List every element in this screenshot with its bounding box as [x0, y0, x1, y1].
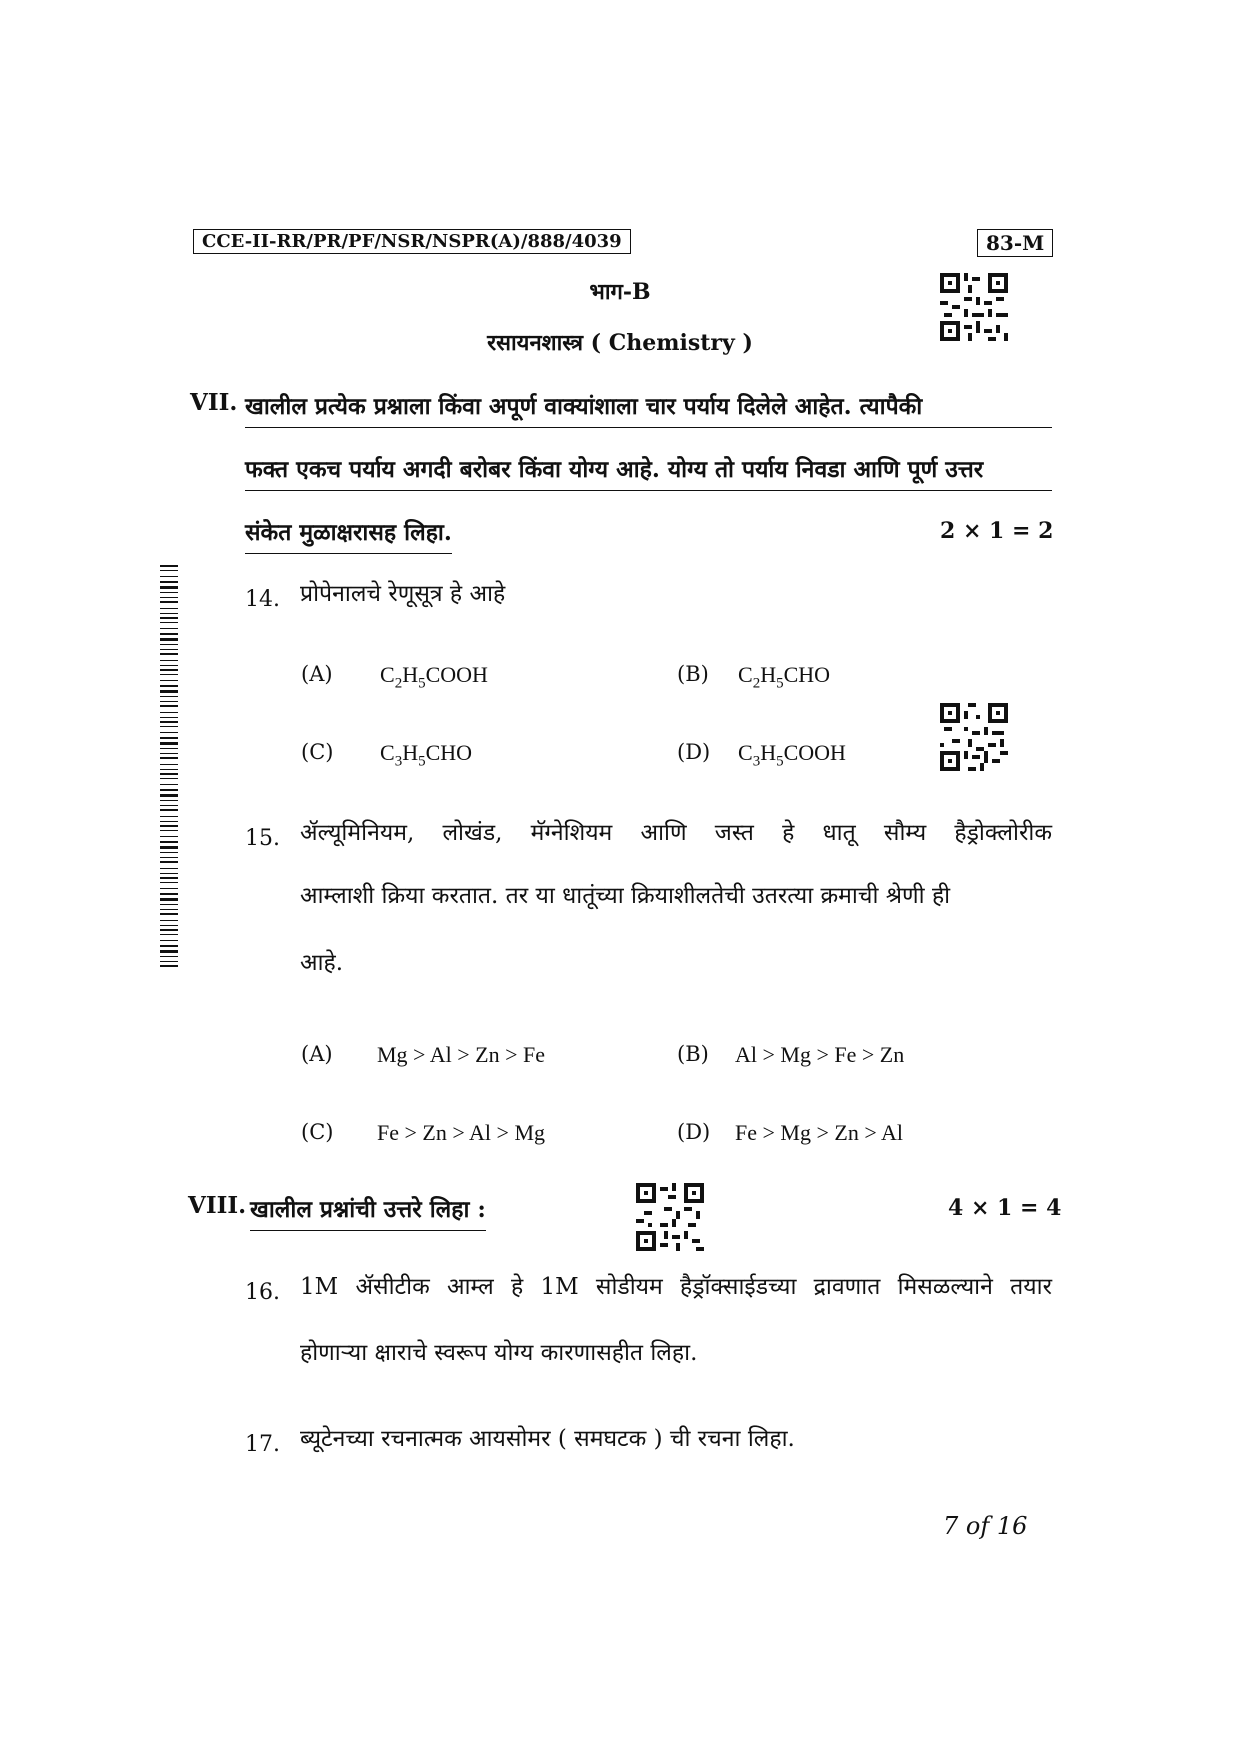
section-7-instruction-line-3: संकेत मुळाक्षरासह लिहा. — [245, 515, 452, 554]
qr-code-icon — [940, 703, 1008, 771]
paper-code: 83-M — [977, 229, 1053, 257]
q14-option-d-value: $C_3H_5COOH$ — [738, 740, 846, 770]
section-8-instruction: खालील प्रश्नांची उत्तरे लिहा : — [250, 1192, 486, 1231]
q14-option-a-label: (A) — [301, 662, 333, 686]
question-15-text-line-3: आहे. — [300, 950, 344, 976]
q15-option-c-value: Fe > Zn > Al > Mg — [377, 1120, 546, 1145]
barcode-icon — [160, 565, 178, 970]
question-15-number: 15. — [245, 826, 280, 851]
q15-option-c-label: (C) — [301, 1120, 334, 1144]
q14-option-d-label: (D) — [677, 740, 711, 764]
qr-code-icon — [636, 1183, 704, 1251]
question-17-number: 17. — [245, 1432, 280, 1457]
section-8-marks: 4 × 1 = 4 — [948, 1195, 1062, 1221]
q15-option-d-label: (D) — [677, 1120, 711, 1144]
page-number: 7 of 16 — [943, 1512, 1028, 1540]
q15-option-b-value: Al > Mg > Fe > Zn — [735, 1042, 905, 1067]
section-7-number: VII. — [190, 389, 238, 416]
section-7-instruction-line-2: फक्त एकच पर्याय अगदी बरोबर किंवा योग्य आहे. योग्य तो पर्याय निवडा आणि पूर्ण उत्तर — [245, 452, 1052, 491]
q14-option-c-label: (C) — [301, 740, 334, 764]
question-16-text-line-2: होणाऱ्या क्षाराचे स्वरूप योग्य कारणासहीत लिहा. — [300, 1340, 698, 1366]
q14-option-a-value: $C_2H_5COOH$ — [380, 662, 488, 692]
question-17-text: ब्यूटेनच्या रचनात्मक आयसोमर ( समघटक ) ची रचना लिहा. — [300, 1426, 795, 1452]
section-7-marks: 2 × 1 = 2 — [940, 518, 1054, 544]
question-14-number: 14. — [245, 587, 280, 612]
section-8-number: VIII. — [188, 1192, 247, 1219]
question-16-number: 16. — [245, 1280, 280, 1305]
q15-option-d-value: Fe > Mg > Zn > Al — [735, 1120, 904, 1145]
question-14-text: प्रोपेनालचे रेणूसूत्र हे आहे — [300, 581, 506, 607]
q14-option-b-value: $C_2H_5CHO$ — [738, 662, 831, 692]
question-16-text-line-1: 1M ॲसीटीक आम्ल हे 1M सोडीयम हैड्रॉक्साईडच्या द्रावणात मिसळल्याने तयार — [300, 1274, 1052, 1300]
subject-title: रसायनशास्त्र ( Chemistry ) — [487, 330, 753, 356]
section-7-instruction-line-1: खालील प्रत्येक प्रश्नाला किंवा अपूर्ण वाक्यांशाला चार पर्याय दिलेले आहेत. त्यापैकी — [245, 389, 1052, 428]
part-title: भाग-B — [589, 279, 651, 305]
q15-option-a-value: Mg > Al > Zn > Fe — [377, 1042, 546, 1067]
exam-code: CCE-II-RR/PR/PF/NSR/NSPR(A)/888/4039 — [193, 229, 631, 254]
q14-option-c-value: $C_3H_5CHO$ — [380, 740, 473, 770]
q14-option-b-label: (B) — [677, 662, 709, 686]
q15-option-a-label: (A) — [301, 1042, 333, 1066]
question-15-text-line-1: ॲल्यूमिनियम, लोखंड, मॅग्नेशियम आणि जस्त हे धातू सौम्य हैड्रोक्लोरीक — [300, 820, 1052, 846]
q15-option-b-label: (B) — [677, 1042, 709, 1066]
question-15-text-line-2: आम्लाशी क्रिया करतात. तर या धातूंच्या क्रियाशीलतेची उतरत्या क्रमाची श्रेणी ही — [300, 883, 951, 909]
